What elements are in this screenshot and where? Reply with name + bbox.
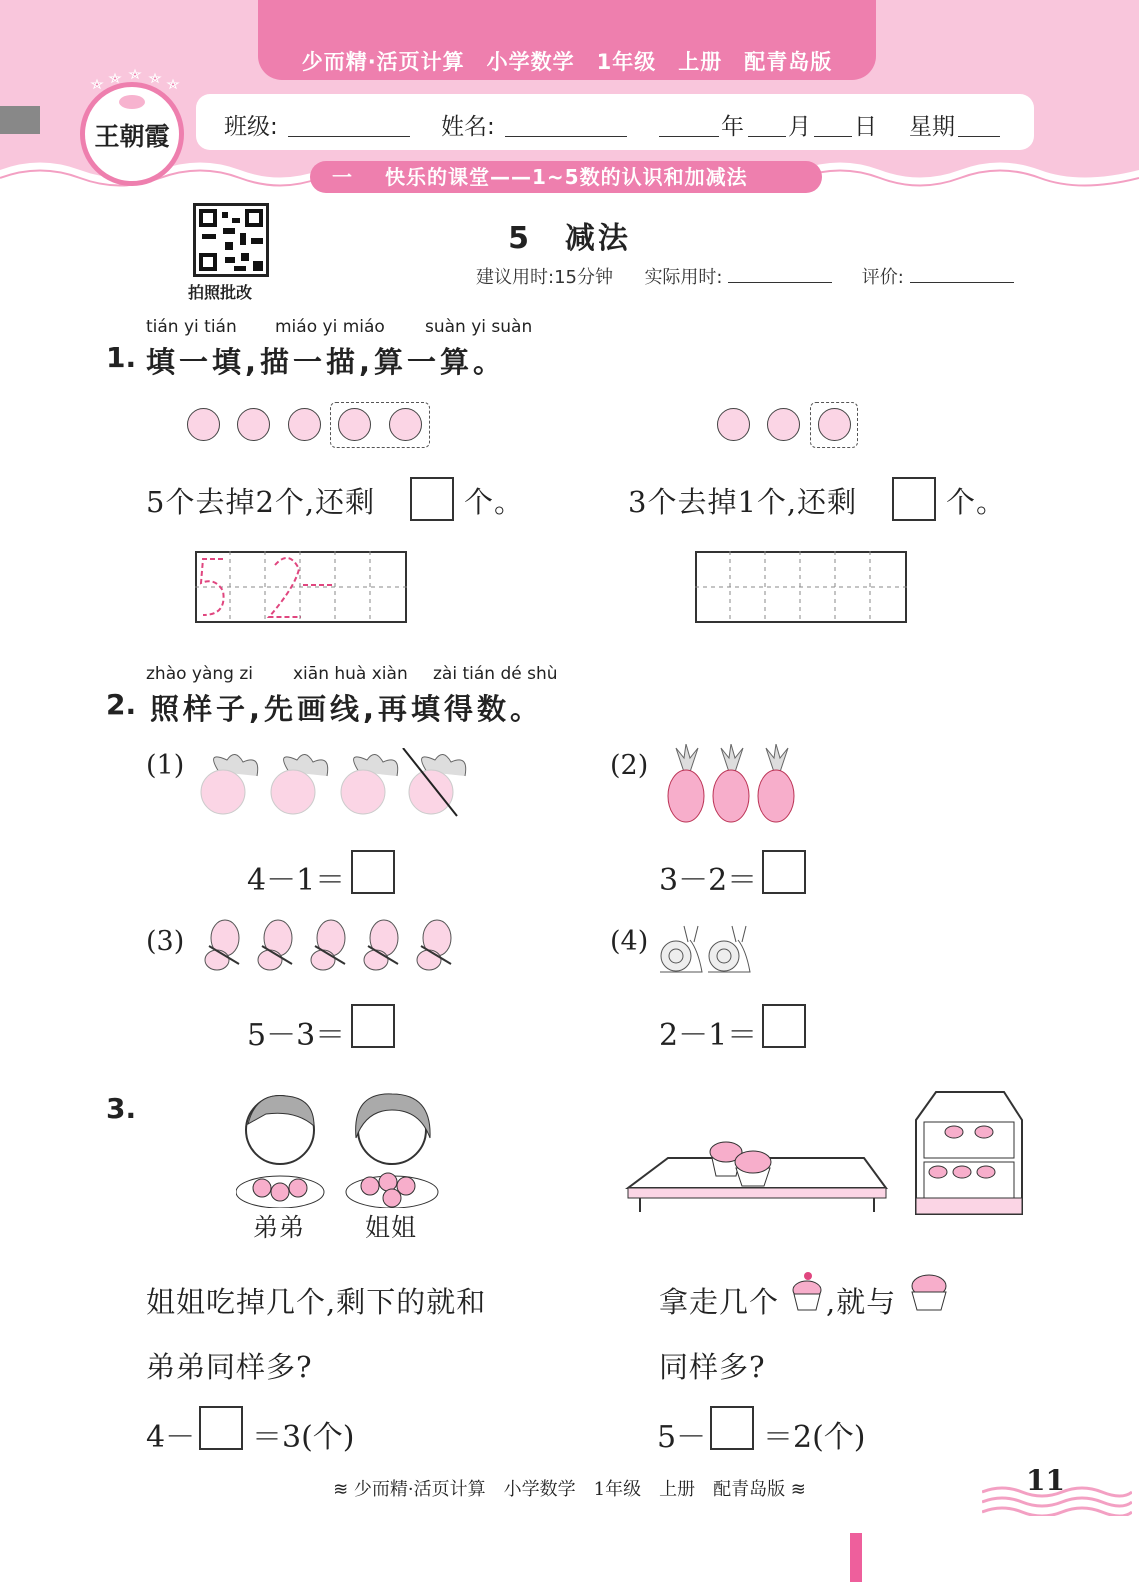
logo-text: 王朝霞 <box>94 122 170 151</box>
cherry-cupcake-icon <box>790 1270 824 1314</box>
name-label: 姓名: <box>441 114 495 140</box>
q2-item-3-label: (3) <box>146 926 185 957</box>
circle <box>288 408 321 441</box>
q1-right-writing-grid[interactable] <box>695 551 907 623</box>
q1-pinyin-2: miáo yi miáo <box>275 317 385 337</box>
circle <box>818 408 851 441</box>
weekday-field[interactable] <box>958 136 1000 137</box>
q3-left-eq-start: 4－ <box>146 1420 196 1455</box>
actual-time-label: 实际用时: <box>644 267 723 288</box>
q2-item-4-equation: 2－1＝ <box>659 1018 758 1053</box>
q2-item-3-equation: 5－3＝ <box>247 1018 346 1053</box>
bakery-illustration <box>624 1086 1026 1218</box>
name-field[interactable] <box>505 136 627 137</box>
actual-time-field[interactable] <box>728 282 832 283</box>
circle <box>717 408 750 441</box>
year-field[interactable] <box>659 136 719 137</box>
suggested-time: 建议用时:15分钟 <box>476 267 613 288</box>
page-number: 11 <box>1026 1464 1065 1497</box>
day-field[interactable] <box>814 136 852 137</box>
q1-pinyin-1: tián yi tián <box>146 317 237 337</box>
circle <box>389 408 422 441</box>
lesson-meta <box>476 263 1014 289</box>
q2-number: 2. <box>106 688 137 721</box>
q2-item-2-answer-box[interactable] <box>762 850 806 894</box>
q2-instruction: 照样子,先画线,再填得数。 <box>150 692 544 726</box>
evaluation-label: 评价: <box>861 267 904 288</box>
evaluation-field[interactable] <box>910 282 1014 283</box>
q2-item-1-answer-box[interactable] <box>351 850 395 894</box>
day-label: 日 <box>854 114 877 140</box>
q3-right-line-1b: ,就与 <box>826 1285 897 1319</box>
q3-left-eq-end: ＝3(个) <box>252 1420 355 1455</box>
kids-illustration <box>236 1088 444 1208</box>
chapter-number: 一 <box>332 165 353 189</box>
circle <box>237 408 270 441</box>
circle <box>338 408 371 441</box>
q2-pinyin-3: zài tián dé shù <box>433 664 558 684</box>
year-label: 年 <box>721 114 744 140</box>
q3-right-line-2: 同样多? <box>659 1350 766 1384</box>
cupcake-icon <box>908 1272 950 1314</box>
q2-item-1-label: (1) <box>146 750 185 781</box>
boy <box>236 1096 324 1208</box>
q2-item-2-label: (2) <box>610 750 649 781</box>
q1-left-sentence: 5个去掉2个,还剩 <box>146 485 376 519</box>
q3-left-line-2: 弟弟同样多? <box>146 1350 313 1384</box>
q2-item-1-equation: 4－1＝ <box>247 863 346 898</box>
q2-item-2-equation: 3－2＝ <box>659 863 758 898</box>
q1-right-answer-box[interactable] <box>892 477 936 521</box>
qr-caption: 拍照批改 <box>188 283 253 302</box>
q1-pinyin-3: suàn yi suàn <box>425 317 533 337</box>
class-label: 班级: <box>224 114 278 140</box>
q3-left-line-1: 姐姐吃掉几个,剩下的就和 <box>146 1285 487 1319</box>
butterfly-icon <box>195 918 457 978</box>
q3-left-answer-box[interactable] <box>199 1406 243 1450</box>
girl-label: 姐姐 <box>365 1213 418 1242</box>
q2-pinyin-1: zhào yàng zi <box>146 664 254 684</box>
chapter-banner <box>310 161 822 193</box>
logo-ornament <box>119 95 145 109</box>
q3-right-line-1a: 拿走几个 <box>659 1285 780 1319</box>
q2-pinyin-2: xiān huà xiàn <box>293 664 408 684</box>
q1-left-unit: 个。 <box>464 485 525 519</box>
bottom-marker <box>850 1533 862 1582</box>
lesson-title: 5 减法 <box>508 221 631 256</box>
month-label: 月 <box>788 114 811 140</box>
snail-icon <box>658 920 754 978</box>
q3-right-eq-end: ＝2(个) <box>763 1420 866 1455</box>
chapter-title: 快乐的课堂——1~5数的认识和加减法 <box>385 165 748 189</box>
weekday-label: 星期 <box>909 114 955 140</box>
display-case <box>916 1092 1022 1214</box>
boy-label: 弟弟 <box>253 1213 306 1242</box>
q3-right-eq-start: 5－ <box>657 1420 707 1455</box>
circle <box>767 408 800 441</box>
circle <box>187 408 220 441</box>
girl <box>346 1094 438 1208</box>
q3-right-answer-box[interactable] <box>710 1406 754 1450</box>
side-tab <box>0 106 40 134</box>
footer-series: ≋ 少而精·活页计算 小学数学 1年级 上册 配青岛版 ≋ <box>333 1479 806 1500</box>
q1-left-answer-box[interactable] <box>410 477 454 521</box>
month-field[interactable] <box>748 136 786 137</box>
radish-icon <box>195 748 480 820</box>
q1-right-unit: 个。 <box>946 485 1007 519</box>
q2-item-4-answer-box[interactable] <box>762 1004 806 1048</box>
q1-instruction: 填一填,描一描,算一算。 <box>146 345 507 379</box>
q3-number: 3. <box>106 1092 137 1125</box>
q2-item-3-answer-box[interactable] <box>351 1004 395 1048</box>
q2-item-4-label: (4) <box>610 926 649 957</box>
q1-right-sentence: 3个去掉1个,还剩 <box>628 485 858 519</box>
series-title: 少而精·活页计算 小学数学 1年级 上册 配青岛版 <box>301 50 833 74</box>
class-field[interactable] <box>288 136 410 137</box>
q1-number: 1. <box>106 341 137 374</box>
q1-left-writing-grid[interactable] <box>195 551 407 623</box>
pineapple-icon <box>664 744 804 824</box>
